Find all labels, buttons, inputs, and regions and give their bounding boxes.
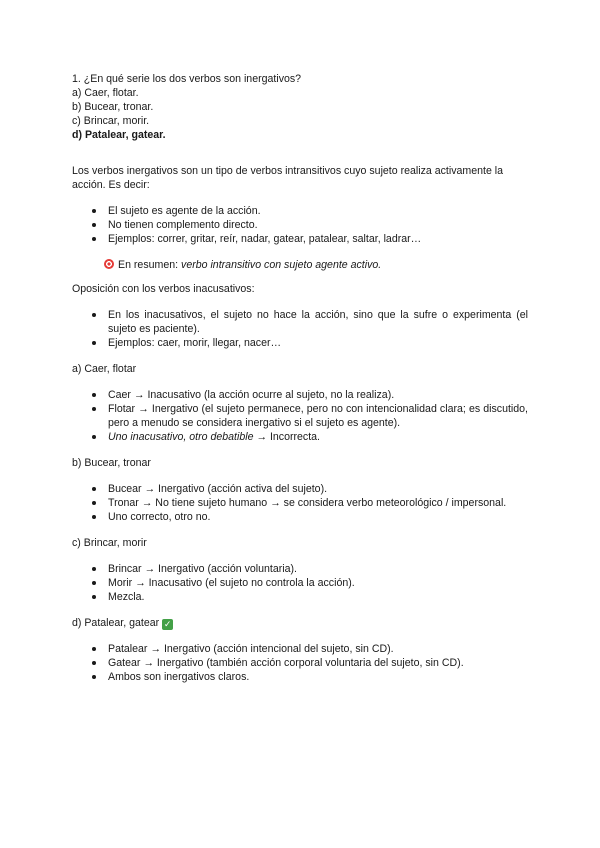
list-item: Ejemplos: caer, morir, llegar, nacer… bbox=[72, 336, 528, 350]
list-item: Bucear → Inergativo (acción activa del sujeto). bbox=[72, 482, 528, 496]
section-c-heading: c) Brincar, morir bbox=[72, 537, 147, 549]
intro-text: Los verbos inergativos son un tipo de verbos intransitivos cuyo sujeto realiza activamente la acción. Es decir: bbox=[72, 165, 504, 191]
list-item: En los inacusativos, el sujeto no hace la acción, sino que la sufre o experimenta (el sujeto es paciente). bbox=[72, 308, 528, 336]
section-b-list bbox=[72, 482, 528, 524]
section-a-heading: a) Caer, flotar bbox=[72, 363, 137, 375]
section-b-heading: b) Bucear, tronar bbox=[72, 457, 151, 469]
list-item: Caer → Inacusativo (la acción ocurre al sujeto, no la realiza). bbox=[72, 388, 528, 402]
list-item: Flotar → Inergativo (el sujeto permanece, pero no con intencionalidad clara; es discutido, pero a menudo se considera inergativo si el sujeto es agente). bbox=[72, 402, 528, 430]
list-item: Ambos son inergativos claros. bbox=[72, 670, 528, 684]
list-item: El sujeto es agente de la acción. bbox=[72, 204, 528, 218]
option-a: a) Caer, flotar. bbox=[72, 87, 139, 99]
summary-label: En resumen: bbox=[118, 259, 179, 271]
intro-list bbox=[72, 204, 528, 246]
section-d-list bbox=[72, 642, 528, 684]
list-item: No tienen complemento directo. bbox=[72, 218, 528, 232]
list-item: Brincar → Inergativo (acción voluntaria). bbox=[72, 562, 528, 576]
list-item: Ejemplos: correr, gritar, reír, nadar, gatear, patalear, saltar, ladrar… bbox=[72, 232, 528, 246]
list-item: Patalear → Inergativo (acción intencional del sujeto, sin CD). bbox=[72, 642, 528, 656]
option-c: c) Brincar, morir. bbox=[72, 115, 150, 127]
section-d-heading-line bbox=[72, 616, 528, 630]
section-a-list bbox=[72, 388, 528, 444]
section-d-heading: d) Patalear, gatear bbox=[72, 617, 160, 629]
option-d-correct: d) Patalear, gatear. bbox=[72, 129, 166, 141]
check-mark-icon: ✓ bbox=[163, 619, 172, 629]
list-item: Tronar → No tiene sujeto humano → se considera verbo meteorológico / impersonal. bbox=[72, 496, 528, 510]
section-c-list bbox=[72, 562, 528, 604]
list-item: Uno correcto, otro no. bbox=[72, 510, 528, 524]
summary-line bbox=[72, 258, 528, 272]
option-b: b) Bucear, tronar. bbox=[72, 101, 154, 113]
target-icon bbox=[104, 259, 114, 269]
summary-text: verbo intransitivo con sujeto agente activo. bbox=[181, 259, 382, 271]
question-block bbox=[72, 72, 528, 142]
list-item: Mezcla. bbox=[72, 590, 528, 604]
verdict-rest: → Incorrecta. bbox=[253, 431, 320, 443]
question-title: 1. ¿En qué serie los dos verbos son inergativos? bbox=[72, 73, 302, 85]
opposition-list bbox=[72, 308, 528, 350]
list-item: Morir → Inacusativo (el sujeto no controla la acción). bbox=[72, 576, 528, 590]
list-item bbox=[72, 430, 528, 444]
opposition-heading: Oposición con los verbos inacusativos: bbox=[72, 283, 255, 295]
verdict-italic: Uno inacusativo, otro debatible bbox=[108, 431, 254, 443]
document-content bbox=[72, 72, 528, 684]
list-item: Gatear → Inergativo (también acción corporal voluntaria del sujeto, sin CD). bbox=[72, 656, 528, 670]
